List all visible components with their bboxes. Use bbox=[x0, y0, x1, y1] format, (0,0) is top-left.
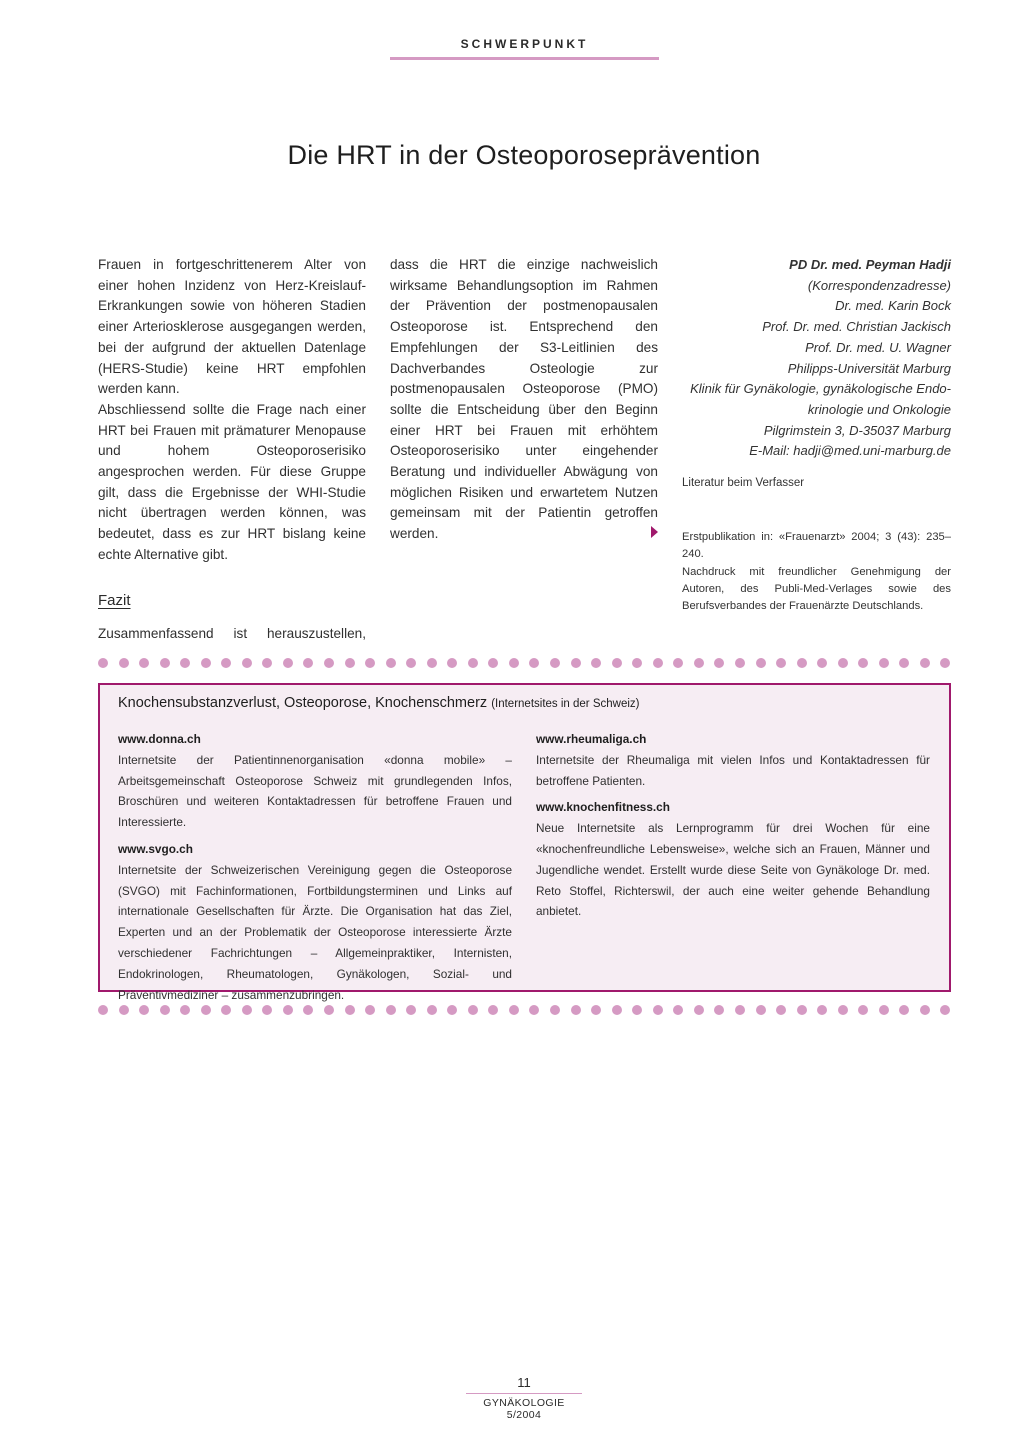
divider-dot bbox=[899, 658, 909, 668]
link-description: Neue Internetsite als Lernprogramm für drei Wochen für eine «knochenfreundliche Lebensweise», welche sich an Frauen, Männer und Jugendliche wendet. Erstellt wurde diese Seite von Gynäkologe Dr. med. Reto Stoffel, Richterswil, der auch eine weiter gehende Behandlung anbietet. bbox=[536, 821, 930, 919]
divider-dot bbox=[550, 658, 560, 668]
section-label: SCHWERPUNKT bbox=[460, 37, 589, 51]
divider-dot bbox=[653, 658, 663, 668]
divider-dot bbox=[714, 1005, 724, 1015]
article-title: Die HRT in der Osteoporoseprävention bbox=[287, 140, 761, 170]
divider-dot bbox=[694, 1005, 704, 1015]
author-line: Philipps-Universität Marburg bbox=[787, 360, 951, 376]
divider-dot bbox=[221, 1005, 231, 1015]
divider-dot bbox=[858, 658, 868, 668]
divider-dot bbox=[571, 1005, 581, 1015]
info-box bbox=[98, 683, 951, 1002]
author-line: (Korrespondenzadresse) bbox=[807, 277, 951, 293]
author-line: Klinik für Gynäkologie, gynäkologische Endo- bbox=[690, 381, 951, 397]
divider-dot bbox=[653, 1005, 663, 1015]
divider-dot bbox=[879, 1005, 889, 1015]
divider-dot bbox=[591, 658, 601, 668]
divider-dot bbox=[632, 1005, 642, 1015]
divider-dot bbox=[119, 1005, 129, 1015]
author-line: Dr. med. Karin Bock bbox=[835, 298, 951, 314]
publication-line: Erstpublikation in: «Frauenarzt» 2004; 3 (43): 235–240. bbox=[682, 531, 951, 561]
divider-dot bbox=[283, 1005, 293, 1015]
info-box-heading bbox=[118, 695, 639, 711]
paragraph: dass die HRT die einzige nachweislich wirksame Behandlungsoption im Rahmen der Prävention der postmenopausalen Osteoporose ist. Entsprechend den Empfehlungen der S3-Leitlinien des Dachverbandes Osteologie zur postmenopausalen Osteoporose (PMO) sollte die Entscheidung über den Beginn einer HRT bei Frauen mit erhöhtem Osteoporoserisiko unter eingehender Beratung und individueller Abwägung von möglichen Risiken und erwartetem Nutzen gemeinsam mit der Patientin getroffen werden. bbox=[390, 257, 658, 542]
divider-dot bbox=[221, 658, 231, 668]
author-block bbox=[682, 255, 951, 462]
divider-dot bbox=[858, 1005, 868, 1015]
website-link[interactable]: www.knochenfitness.ch bbox=[536, 800, 670, 815]
article-column-1 bbox=[98, 255, 366, 566]
divider-dot bbox=[920, 658, 930, 668]
website-link[interactable]: www.donna.ch bbox=[118, 732, 201, 746]
divider-dot bbox=[345, 658, 355, 668]
divider-dot bbox=[879, 658, 889, 668]
divider-dot bbox=[776, 1005, 786, 1015]
author-email: E-Mail: hadji@med.uni-marburg.de bbox=[749, 443, 951, 459]
divider-dot bbox=[550, 1005, 560, 1015]
paragraph: Abschliessend sollte die Frage nach einer HRT bei Frauen mit prämaturer Menopause und hohem Osteoporoserisiko angesprochen werden. Für diese Gruppe gilt, dass die Ergebnisse der WHI-Studie nicht übertragen werden können, was bedeutet, dass es zur HRT bislang keine echte Alternative gibt. bbox=[98, 401, 366, 562]
divider-dot bbox=[242, 658, 252, 668]
divider-dot bbox=[139, 658, 149, 668]
link-description: Internetsite der Rheumaliga mit vielen Infos und Kontaktadressen für betroffene Patienten. bbox=[536, 752, 930, 788]
publication-line: Nachdruck mit freundlicher Genehmigung der Autoren, des Publi-Med-Verlages sowie des Berufsverbandes der Frauenärzte Deutschlands. bbox=[682, 565, 951, 613]
divider-dot bbox=[920, 1005, 930, 1015]
info-box-right-column bbox=[536, 729, 930, 928]
divider-dot bbox=[756, 1005, 766, 1015]
divider-dot bbox=[98, 1005, 108, 1015]
link-entry bbox=[118, 839, 512, 1005]
divider-dot bbox=[180, 1005, 190, 1015]
divider-dot bbox=[283, 658, 293, 668]
divider-dot bbox=[673, 658, 683, 668]
author-line: Prof. Dr. med. Christian Jackisch bbox=[762, 319, 951, 335]
divider-dot bbox=[735, 1005, 745, 1015]
divider-dot bbox=[838, 658, 848, 668]
literature-note: Literatur beim Verfasser bbox=[682, 477, 805, 489]
paragraph: Frauen in fortgeschrittenerem Alter von einer hohen Inzidenz von Herz-Kreislauf-Erkrankungen sowie von höheren Stadien einer Arteriosklerose ausgegangen werden, bei der aufgrund der aktuellen Datenlage (HERS-Studie) keine HRT empfohlen werden kann. bbox=[98, 257, 366, 397]
divider-dot bbox=[201, 658, 211, 668]
info-box-title: Knochensubstanzverlust, Osteoporose, Knochenschmerz bbox=[118, 695, 488, 711]
divider-dot bbox=[488, 1005, 498, 1015]
author-line: krinologie und Onkologie bbox=[807, 401, 951, 417]
divider-dot bbox=[160, 1005, 170, 1015]
divider-dot bbox=[427, 1005, 437, 1015]
divider-dot bbox=[406, 658, 416, 668]
divider-dot bbox=[468, 1005, 478, 1015]
divider-dot bbox=[262, 1005, 272, 1015]
divider-dot bbox=[838, 1005, 848, 1015]
divider-dot bbox=[509, 658, 519, 668]
divider-dot bbox=[303, 1005, 313, 1015]
link-description: Internetsite der Patientinnenorganisation «donna mobile» – Arbeitsgemeinschaft Osteoporose Schweiz mit grundlegenden Infos, Broschüren und weiteren Kontaktadressen für betroffene Frauen und Interessierte. bbox=[118, 752, 512, 830]
fazit-text: Zusammenfassend ist herauszustellen, bbox=[98, 626, 366, 641]
link-entry bbox=[536, 797, 930, 922]
info-box-subtitle: (Internetsites in der Schweiz) bbox=[491, 698, 640, 710]
divider-dot bbox=[386, 1005, 396, 1015]
divider-dot bbox=[940, 658, 950, 668]
page-number: 11 bbox=[517, 1375, 531, 1390]
author-line: Pilgrimstein 3, D-35037 Marburg bbox=[763, 422, 951, 438]
divider-dot bbox=[612, 658, 622, 668]
divider-dot bbox=[797, 1005, 807, 1015]
divider-dot bbox=[160, 658, 170, 668]
divider-dot bbox=[139, 1005, 149, 1015]
divider-dot bbox=[735, 658, 745, 668]
divider-dot bbox=[468, 658, 478, 668]
divider-dot bbox=[694, 658, 704, 668]
divider-dot bbox=[324, 1005, 334, 1015]
divider-dot bbox=[817, 658, 827, 668]
fazit-heading: Fazit bbox=[98, 592, 131, 609]
divider-dot bbox=[365, 658, 375, 668]
article-column-2 bbox=[390, 255, 658, 545]
divider-dot bbox=[406, 1005, 416, 1015]
divider-dot bbox=[119, 658, 129, 668]
link-entry bbox=[118, 729, 512, 833]
divider-dot bbox=[180, 658, 190, 668]
divider-dot bbox=[242, 1005, 252, 1015]
divider-dot bbox=[673, 1005, 683, 1015]
divider-dot bbox=[303, 658, 313, 668]
author-line: Prof. Dr. med. U. Wagner bbox=[805, 339, 951, 355]
divider-dot bbox=[345, 1005, 355, 1015]
divider-dot bbox=[571, 658, 581, 668]
info-box-left-column bbox=[118, 729, 512, 1011]
lead-author: PD Dr. med. Peyman Hadji bbox=[789, 257, 951, 272]
end-mark-icon bbox=[651, 526, 658, 538]
website-link[interactable]: www.rheumaliga.ch bbox=[536, 732, 647, 746]
link-description: Internetsite der Schweizerischen Vereinigung gegen die Osteoporose (SVGO) mit Fachinformationen, Fortbildungsterminen und Links auf internationale Gesellschaften für Ärzte. Die Organisation hat das Ziel, Experten und an der Problematik der Osteoporose interessierte Ärzte verschiedener Fachrichtungen – Allgemeinpraktiker, Internisten, Endokrinologen, Rheumatologen, Gynäkologen, Sozial- und Präventivmediziner – zusammenzubringen. bbox=[118, 862, 512, 1002]
divider-dot bbox=[591, 1005, 601, 1015]
section-rule bbox=[390, 57, 659, 60]
divider-dot bbox=[98, 658, 108, 668]
dotted-divider-top bbox=[98, 658, 951, 668]
divider-dot bbox=[797, 658, 807, 668]
divider-dot bbox=[386, 658, 396, 668]
divider-dot bbox=[365, 1005, 375, 1015]
divider-dot bbox=[262, 658, 272, 668]
divider-dot bbox=[447, 658, 457, 668]
divider-dot bbox=[899, 1005, 909, 1015]
journal-name: GYNÄKOLOGIE 5/2004 bbox=[483, 1397, 565, 1421]
divider-dot bbox=[427, 658, 437, 668]
divider-dot bbox=[714, 658, 724, 668]
divider-dot bbox=[817, 1005, 827, 1015]
divider-dot bbox=[756, 658, 766, 668]
divider-dot bbox=[447, 1005, 457, 1015]
divider-dot bbox=[632, 658, 642, 668]
publication-note bbox=[682, 529, 951, 615]
dotted-divider-bottom bbox=[98, 1005, 951, 1015]
divider-dot bbox=[529, 658, 539, 668]
divider-dot bbox=[201, 1005, 211, 1015]
divider-dot bbox=[324, 658, 334, 668]
divider-dot bbox=[612, 1005, 622, 1015]
website-link[interactable]: www.svgo.ch bbox=[118, 841, 193, 856]
divider-dot bbox=[509, 1005, 519, 1015]
divider-dot bbox=[940, 1005, 950, 1015]
link-entry bbox=[536, 729, 930, 791]
divider-dot bbox=[529, 1005, 539, 1015]
divider-dot bbox=[488, 658, 498, 668]
divider-dot bbox=[776, 658, 786, 668]
footer-rule bbox=[466, 1393, 582, 1394]
